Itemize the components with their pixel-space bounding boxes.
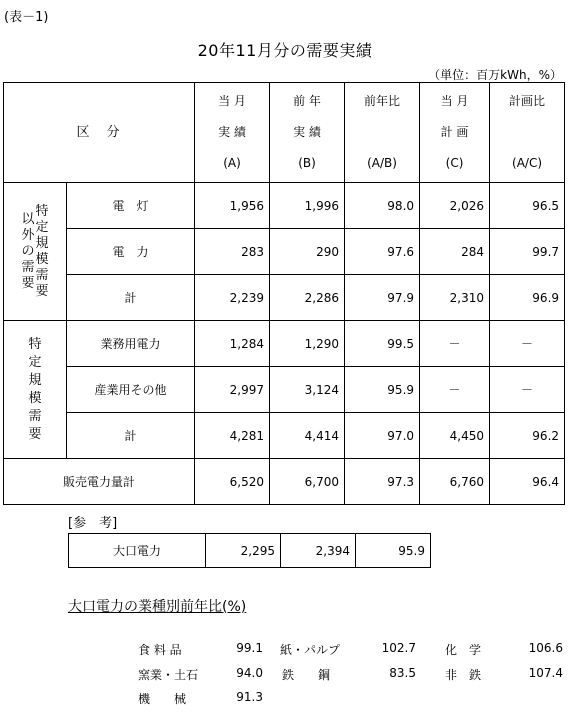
cell-c: 284 bbox=[420, 229, 490, 275]
reference-row-label: 大口電力 bbox=[69, 534, 206, 568]
cell-a: 283 bbox=[195, 229, 270, 275]
cell-a: 2,295 bbox=[206, 534, 281, 568]
cell-b: 1,996 bbox=[270, 183, 345, 229]
cell-a: 1,956 bbox=[195, 183, 270, 229]
group1-label: 以 外 の 需 要 特 定 規 模 需 要 bbox=[4, 183, 67, 321]
cell-a: 1,284 bbox=[195, 321, 270, 367]
cell-ab: 98.0 bbox=[345, 183, 420, 229]
cell-b: 2,286 bbox=[270, 275, 345, 321]
reference-table bbox=[68, 533, 431, 568]
table-row bbox=[4, 229, 565, 275]
table-row bbox=[4, 321, 565, 367]
cell-ac: 96.2 bbox=[490, 413, 565, 459]
header-yoy: 前年比 (A/B) bbox=[345, 83, 420, 183]
cell-c: 2,026 bbox=[420, 183, 490, 229]
cell-ac: － bbox=[490, 321, 565, 367]
industry-name: 化 学 bbox=[445, 643, 482, 657]
total-row bbox=[4, 459, 565, 505]
cell-ab: 97.9 bbox=[345, 275, 420, 321]
industry-value: 94.0 bbox=[236, 666, 263, 680]
cell-ac: 96.5 bbox=[490, 183, 565, 229]
industry-name: 機 械 bbox=[138, 692, 187, 706]
header-row bbox=[4, 83, 565, 183]
table-row bbox=[4, 413, 565, 459]
cell-ac: 99.7 bbox=[490, 229, 565, 275]
cell-ab: 97.0 bbox=[345, 413, 420, 459]
cell-ab: 99.5 bbox=[345, 321, 420, 367]
row-label: 計 bbox=[67, 275, 195, 321]
industry-value: 102.7 bbox=[381, 641, 416, 655]
reference-label: [参 考] bbox=[68, 516, 118, 531]
industry-name: 紙・パルプ bbox=[280, 643, 341, 657]
cell-c: 4,450 bbox=[420, 413, 490, 459]
total-label: 販売電力量計 bbox=[4, 459, 195, 505]
cell-b: 1,290 bbox=[270, 321, 345, 367]
header-current-actual: 当 月 実 績 (A) bbox=[195, 83, 270, 183]
table-row bbox=[4, 367, 565, 413]
row-label: 産業用その他 bbox=[67, 367, 195, 413]
cell-b: 2,394 bbox=[281, 534, 356, 568]
cell-ab: 97.3 bbox=[345, 459, 420, 505]
page-label: (表－1) bbox=[4, 10, 49, 25]
cell-c: 6,760 bbox=[420, 459, 490, 505]
cell-ac: 96.9 bbox=[490, 275, 565, 321]
header-prev-year: 前 年 実 績 (B) bbox=[270, 83, 345, 183]
cell-a: 6,520 bbox=[195, 459, 270, 505]
cell-b: 6,700 bbox=[270, 459, 345, 505]
cell-a: 2,239 bbox=[195, 275, 270, 321]
industry-name: 食 料 品 bbox=[138, 643, 182, 657]
cell-ab: 97.6 bbox=[345, 229, 420, 275]
cell-ab: 95.9 bbox=[356, 534, 431, 568]
page-title: 20年11月分の需要実績 bbox=[197, 41, 373, 60]
row-label: 電 力 bbox=[67, 229, 195, 275]
cell-c: 2,310 bbox=[420, 275, 490, 321]
cell-b: 3,124 bbox=[270, 367, 345, 413]
cell-a: 4,281 bbox=[195, 413, 270, 459]
header-current-plan: 当 月 計 画 (C) bbox=[420, 83, 490, 183]
row-label: 業務用電力 bbox=[67, 321, 195, 367]
industry-title: 大口電力の業種別前年比(%) bbox=[68, 599, 247, 615]
cell-b: 4,414 bbox=[270, 413, 345, 459]
industry-name: 鉄 鋼 bbox=[282, 668, 331, 682]
row-label: 電 灯 bbox=[67, 183, 195, 229]
cell-ac: 96.4 bbox=[490, 459, 565, 505]
cell-ab: 95.9 bbox=[345, 367, 420, 413]
table-row bbox=[69, 534, 431, 568]
header-plan-ratio: 計画比 (A/C) bbox=[490, 83, 565, 183]
industry-name: 窯業・土石 bbox=[138, 668, 199, 682]
row-label: 計 bbox=[67, 413, 195, 459]
cell-c: － bbox=[420, 367, 490, 413]
industry-value: 91.3 bbox=[236, 690, 263, 704]
industry-value: 83.5 bbox=[389, 666, 416, 680]
industry-value: 106.6 bbox=[528, 641, 563, 655]
industry-value: 99.1 bbox=[236, 641, 263, 655]
unit-note: （単位：百万kWh，%） bbox=[428, 68, 562, 82]
header-category: 区 分 bbox=[4, 83, 195, 183]
cell-c: － bbox=[420, 321, 490, 367]
industry-name: 非 鉄 bbox=[445, 668, 482, 682]
table-row bbox=[4, 275, 565, 321]
cell-ac: － bbox=[490, 367, 565, 413]
group2-label: 特 定 規 模 需 要 bbox=[4, 321, 67, 459]
table-row bbox=[4, 183, 565, 229]
demand-table bbox=[3, 82, 565, 505]
industry-value: 107.4 bbox=[528, 666, 563, 680]
cell-b: 290 bbox=[270, 229, 345, 275]
cell-a: 2,997 bbox=[195, 367, 270, 413]
